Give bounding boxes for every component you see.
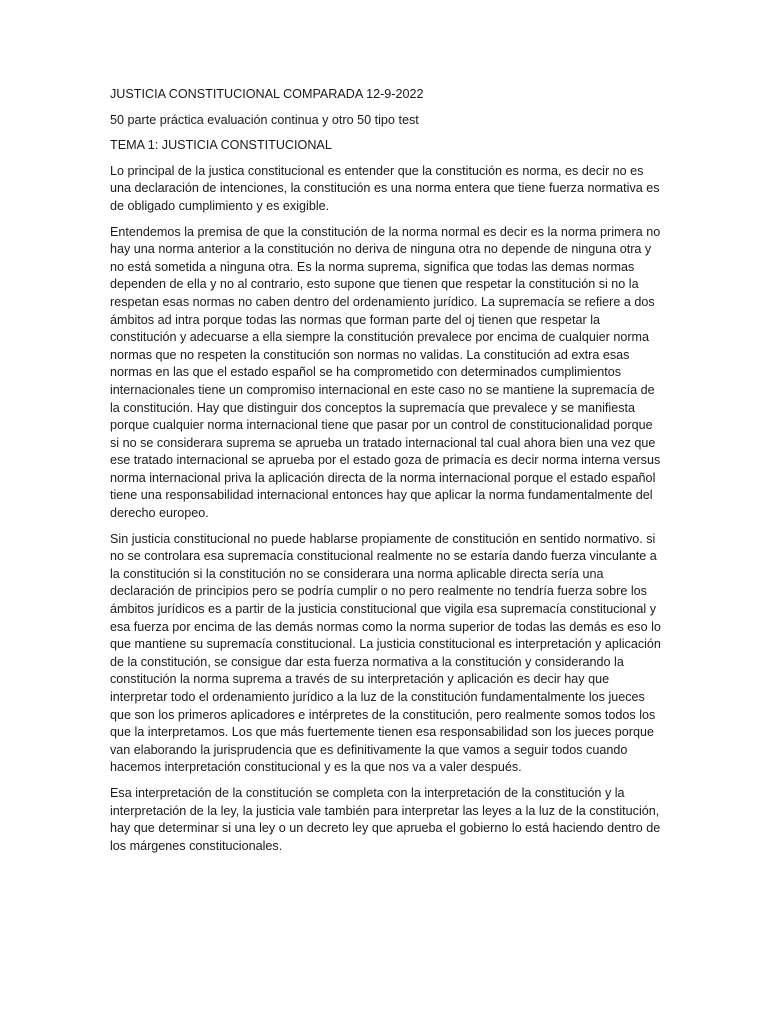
header-note: 50 parte práctica evaluación continua y otro 50 tipo test bbox=[110, 112, 419, 127]
paragraph-1: Lo principal de la justica constitucional es entender que la constitución es norma, es decir no es una declaración de intenciones, la constitución es una norma entera que tiene fuerza normativa es de obligado cumplimiento y es exigible. bbox=[110, 163, 660, 213]
topic-title: TEMA 1: JUSTICIA CONSTITUCIONAL bbox=[110, 138, 332, 153]
paragraph-4: Esa interpretación de la constitución se completa con la interpretación de la constitución y la interpretación de la ley, la justicia vale también para interpretar las leyes a la luz de la constitución, hay que determinar si una ley o un decreto ley que aprueba el gobierno lo está haciendo dentro de los márgenes constitucionales. bbox=[110, 785, 661, 853]
paragraph-3: Sin justicia constitucional no puede hablarse propiamente de constitución en sentido normativo. si no se controlara esa supremacía constitucional realmente no se estaría dando fuerza vinculante a la constitución si la constitución no se considerara una norma aplicable directa sería una declaración de principios pero se podría cumplir o no pero realmente no tendría fuerza sobre los ámbitos jurídicos es a partir de la justicia constitucional que vigila esa supremacía constitucional y esa fuerza por encima de las demás normas como la norma superior de todas las demás es eso lo que mantiene su supremacía constitucional. La justicia constitucional es interpretación y aplicación de la constitución, se consigue dar esta fuerza normativa a la constitución y considerando la constitución la norma suprema a través de su interpretación y aplicación es decir hay que interpretar todo el ordenamiento jurídico a la luz de la constitución fundamentalmente los jueces que son los primeros aplicadores e intérpretes de la constitución, pero realmente somos todos los que la interpretamos. Los que más fuertemente tienen esa responsabilidad son los jueces porque van elaborando la jurisprudencia que es definitivamente la que vamos a seguir todos cuando hacemos interpretación constitucional y es la que nos va a valer después. bbox=[110, 531, 661, 775]
header-title: JUSTICIA CONSTITUCIONAL COMPARADA 12-9-2022 bbox=[110, 87, 424, 101]
document-body bbox=[110, 86, 662, 863]
paragraph-2: Entendemos la premisa de que la constitución de la norma normal es decir es la norma primera no hay una norma anterior a la constitución no deriva de ninguna otra no depende de ninguna otra y no está sometida a ninguna otra. Es la norma suprema, significa que todas las demas normas dependen de ella y no al contrario, esto supone que tienen que respetar la constitución si no la respetan esas normas no caben dentro del ordenamiento jurídico. La supremacía se refiere a dos ámbitos ad intra porque todas las normas que forman parte del oj tienen que respetar la constitución y adecuarse a ella siempre la constitución prevalece por encima de cualquier norma normas que no respeten la constitución son normas no validas. La constitución ad extra esas normas en las que el estado español se ha comprometido con determinados cumplimientos internacionales tiene un compromiso internacional en este caso no se mantiene la supremacía de la constitución. Hay que distinguir dos conceptos la supremacía que prevalece y se manifiesta porque cualquier norma internacional tiene que pasar por un control de constitucionalidad porque si no se considerara suprema se aprueba un tratado internacional tal cual ahora bien una vez que ese tratado internacional se aprueba por el estado goza de primacía es decir norma interna versus norma internacional priva la aplicación directa de la norma internacional porque el estado español tiene una responsabilidad internacional entonces hay que aplicar la norma fundamentalmente del derecho europeo. bbox=[110, 224, 661, 521]
